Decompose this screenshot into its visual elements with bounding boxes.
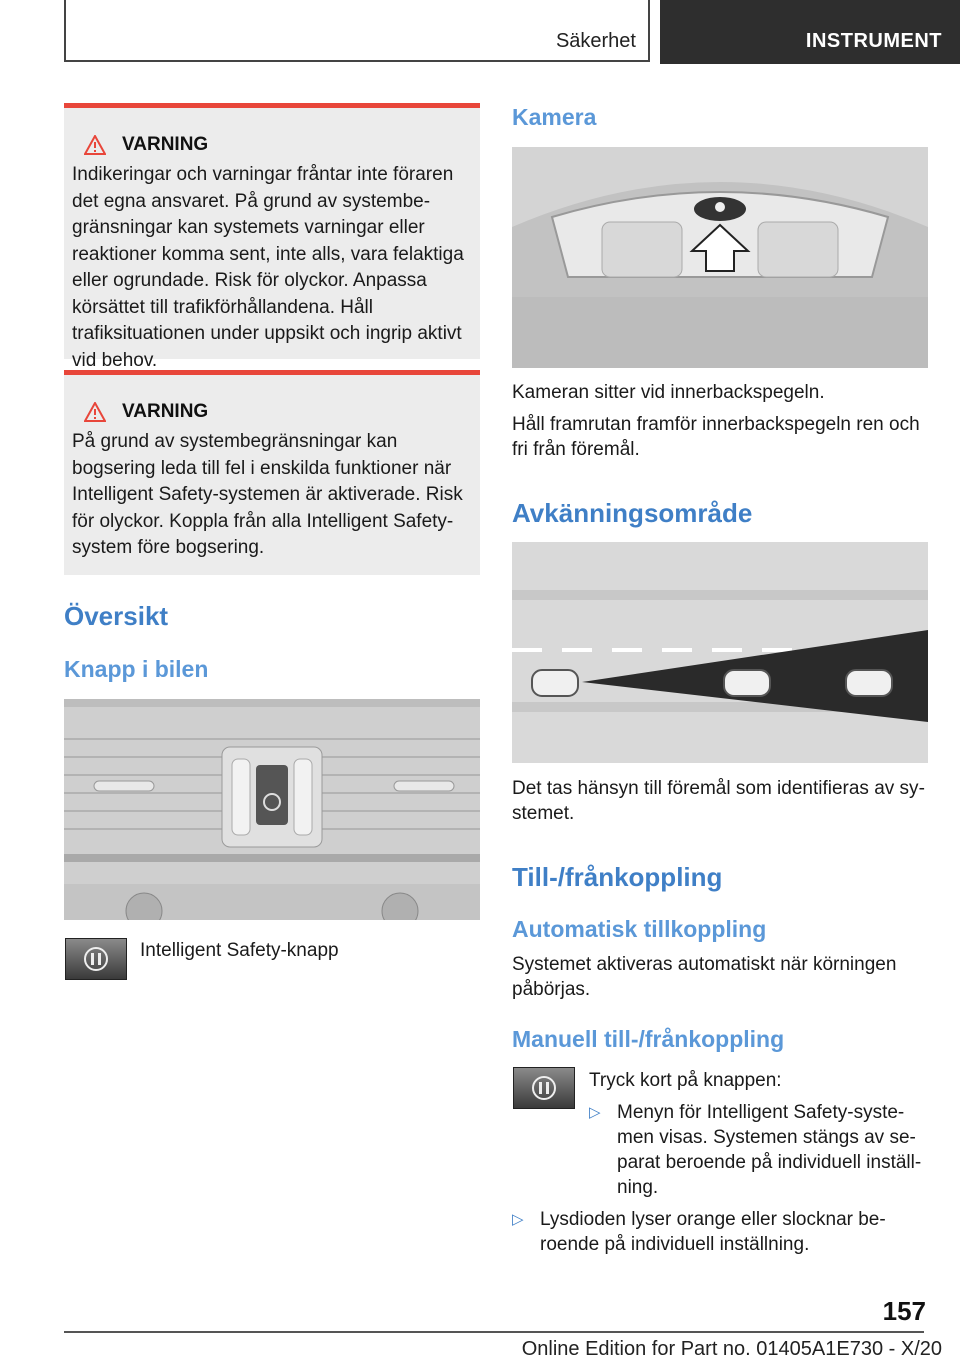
button-caption: Intelligent Safety-knapp <box>140 940 339 961</box>
intelligent-safety-button-icon <box>513 1067 575 1109</box>
triangle-bullet-icon: ▷ <box>589 1104 601 1121</box>
auto-para: Systemet aktiveras automatiskt när körningen påbörjas. <box>512 954 897 1000</box>
warning-text: På grund av systembegränsningar kan bogsering leda till fel i enskilda funktioner när Intelligent Safety-systemen är aktiverade. Risk för olyckor. Koppla från alla Intelligent Safety-system före bogsering. <box>72 431 463 558</box>
warning-text: Indikeringar och varningar fråntar inte föraren det egna ansvaret. På grund av systembegränsningar kan systemets varningar eller reaktioner komma sent, inte alls, vara felaktiga eller ogrundade. Risk för olyckor. Anpassa körsättet till trafikförhållandena. Håll trafiksituationen under uppsikt och ingrip aktivt vid behov. <box>72 164 464 371</box>
header-section: Säkerhet <box>555 30 636 52</box>
list-item: ▷ Lysdioden lyser orange eller slocknar beroende på individuell inställning. <box>512 1209 886 1255</box>
warning-title: VARNING <box>122 401 209 422</box>
triangle-bullet-icon: ▷ <box>512 1211 524 1228</box>
footer-divider <box>64 1331 924 1333</box>
list-item: ▷ Menyn för Intelligent Safety-systemen visas. Systemen stängs av separat beroende på individuell inställning. <box>589 1102 922 1198</box>
page-number: 157 <box>882 1296 926 1326</box>
section-heading-avkanning: Avkänningsområde <box>512 498 753 528</box>
subheading-manuell: Manuell till-/frånkoppling <box>512 1026 785 1052</box>
warning-triangle-icon <box>84 402 106 422</box>
manual-intro: Tryck kort på knappen: <box>589 1070 782 1091</box>
section-heading-oversikt: Översikt <box>64 601 169 631</box>
subheading-automatisk: Automatisk tillkoppling <box>512 916 767 942</box>
footer-edition: Online Edition for Part no. 01405A1E730 - X/20 <box>521 1338 942 1360</box>
subheading-knapp-i-bilen: Knapp i bilen <box>64 656 209 682</box>
camera-location-photo <box>512 147 928 368</box>
warning-triangle-icon <box>84 135 106 155</box>
section-heading-tillfran: Till-/frånkoppling <box>512 862 723 892</box>
header-chapter-title: INSTRUMENT <box>805 30 942 52</box>
subheading-kamera: Kamera <box>512 104 597 130</box>
kamera-para-2: Håll framrutan framför innerbackspegeln ren och fri från föremål. <box>512 414 920 460</box>
kamera-para-1: Kameran sitter vid innerbackspegeln. <box>512 382 825 403</box>
detection-range-diagram <box>512 542 928 763</box>
intelligent-safety-button-icon <box>65 938 127 980</box>
warning-box-2 <box>64 370 480 575</box>
dashboard-button-photo <box>64 699 480 920</box>
avkanning-para: Det tas hänsyn till föremål som identifieras av systemet. <box>512 778 925 824</box>
warning-box-1 <box>64 103 480 371</box>
warning-title: VARNING <box>122 134 209 155</box>
